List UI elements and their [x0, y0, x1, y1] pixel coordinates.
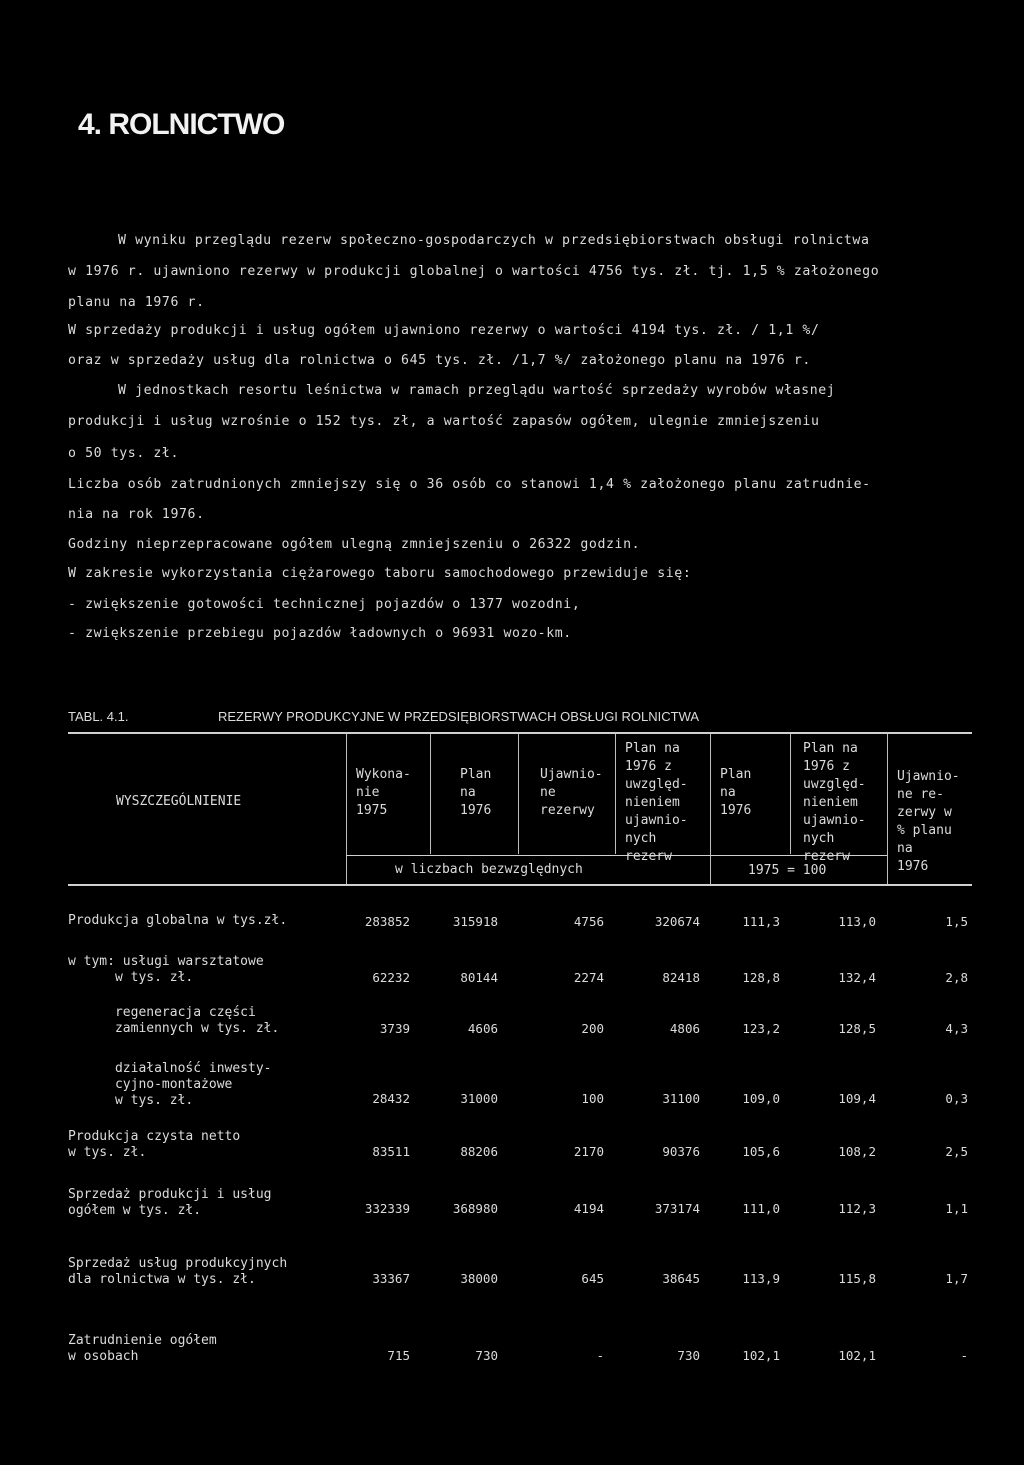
cell: 113,9 — [742, 1271, 780, 1286]
table-top-rule — [68, 732, 972, 734]
paragraph-line: Liczba osób zatrudnionych zmniejszy się o 36 osób co stanowi 1,4 % założonego planu zatrudnie- — [68, 477, 871, 492]
header-bottom-rule — [68, 884, 972, 886]
header-ujawnione-rezerwy: Ujawnio- ne rezerwy — [540, 767, 603, 818]
row-label: Sprzedaż produkcji i usług ogółem w tys. zł. — [68, 1187, 272, 1218]
cell: 31000 — [460, 1091, 498, 1106]
cell: 1,7 — [945, 1271, 968, 1286]
header-wyszczegolnienie: WYSZCZEGÓLNIENIE — [116, 794, 242, 809]
cell: 373174 — [654, 1201, 700, 1216]
cell: 730 — [475, 1348, 498, 1363]
cell: 111,0 — [742, 1201, 780, 1216]
cell: 38000 — [460, 1271, 498, 1286]
paragraph-line: o 50 tys. zł. — [68, 446, 180, 461]
cell: 3739 — [379, 1021, 410, 1036]
column-divider — [615, 734, 616, 854]
cell: 112,3 — [838, 1201, 876, 1216]
paragraph-line: - zwiększenie przebiegu pojazdów ładownych o 96931 wozo-km. — [68, 626, 572, 641]
cell: 28432 — [372, 1091, 410, 1106]
cell: 332339 — [364, 1201, 410, 1216]
cell: - — [596, 1348, 604, 1363]
header-plan-z-rezerwami-index: Plan na 1976 z uwzględ- nieniem ujawnio- nych rezerw — [803, 741, 866, 864]
cell: - — [960, 1348, 968, 1363]
cell: 80144 — [460, 970, 498, 985]
cell: 82418 — [662, 970, 700, 985]
row-label: działalność inwesty- cyjno-montażowe w tys. zł. — [114, 1061, 272, 1108]
cell: 315918 — [452, 914, 498, 929]
cell: 109,4 — [838, 1091, 876, 1106]
cell: 715 — [387, 1348, 410, 1363]
column-divider — [790, 734, 791, 854]
cell: 88206 — [460, 1144, 498, 1159]
cell: 2,8 — [945, 970, 968, 985]
cell: 200 — [581, 1021, 604, 1036]
paragraph-line: - zwiększenie gotowości technicznej pojazdów o 1377 wozodni, — [68, 597, 581, 612]
header-plan-1976: Plan na 1976 — [460, 767, 492, 818]
paragraph-line: Godziny nieprzepracowane ogółem ulegną zmniejszeniu o 26322 godzin. — [68, 537, 641, 552]
cell: 123,2 — [742, 1021, 780, 1036]
cell: 38645 — [662, 1271, 700, 1286]
cell: 102,1 — [742, 1348, 780, 1363]
cell: 0,3 — [945, 1091, 968, 1106]
cell: 111,3 — [742, 914, 780, 929]
cell: 113,0 — [838, 914, 876, 929]
header-plan-z-rezerwami: Plan na 1976 z uwzględ- nieniem ujawnio- nych rezerw — [625, 741, 688, 864]
cell: 115,8 — [838, 1271, 876, 1286]
row-label: Zatrudnienie ogółem w osobach — [68, 1333, 217, 1364]
header-span-absolute: w liczbach bezwzględnych — [395, 862, 583, 877]
cell: 4606 — [467, 1021, 498, 1036]
cell: 283852 — [364, 914, 410, 929]
cell: 105,6 — [742, 1144, 780, 1159]
cell: 1,1 — [945, 1201, 968, 1216]
cell: 2274 — [573, 970, 604, 985]
paragraph-line: W zakresie wykorzystania ciężarowego taboru samochodowego przewiduje się: — [68, 566, 692, 581]
header-span-index: 1975 = 100 — [748, 863, 827, 878]
cell: 2170 — [573, 1144, 604, 1159]
paragraph-line: W sprzedaży produkcji i usług ogółem ujawniono rezerwy o wartości 4194 tys. zł. / 1,1 %/ — [68, 323, 820, 338]
column-divider — [710, 734, 711, 884]
header-wykonanie-1975: Wykona- nie 1975 — [356, 767, 411, 818]
row-label: Sprzedaż usług produkcyjnych dla rolnictwa w tys. zł. — [68, 1256, 288, 1287]
row-label: regeneracja części zamiennych w tys. zł. — [114, 1005, 280, 1036]
cell: 83511 — [372, 1144, 410, 1159]
cell: 100 — [581, 1091, 604, 1106]
paragraph-line: W wyniku przeglądu rezerw społeczno-gospodarczych w przedsiębiorstwach obsługi rolnictwa — [118, 233, 870, 248]
cell: 102,1 — [838, 1348, 876, 1363]
table-title: REZERWY PRODUKCYJNE W PRZEDSIĘBIORSTWACH OBSŁUGI ROLNICTWA — [218, 709, 700, 724]
row-label: w tym: usługi warsztatowe w tys. zł. — [68, 954, 264, 985]
paragraph-line: W jednostkach resortu leśnictwa w ramach przeglądu wartość sprzedaży wyrobów własnej — [118, 383, 836, 398]
cell: 2,5 — [945, 1144, 968, 1159]
cell: 108,2 — [838, 1144, 876, 1159]
column-divider — [887, 734, 888, 884]
cell: 4806 — [669, 1021, 700, 1036]
paragraph-line: planu na 1976 r. — [68, 295, 205, 310]
cell: 645 — [581, 1271, 604, 1286]
column-divider — [518, 734, 519, 854]
section-heading: 4. ROLNICTWO — [78, 108, 285, 141]
row-label: Produkcja czysta netto w tys. zł. — [68, 1129, 241, 1160]
paragraph-line: w 1976 r. ujawniono rezerwy w produkcji globalnej o wartości 4756 tys. zł. tj. 1,5 % założonego — [68, 264, 880, 279]
cell: 33367 — [372, 1271, 410, 1286]
cell: 109,0 — [742, 1091, 780, 1106]
cell: 368980 — [452, 1201, 498, 1216]
cell: 4,3 — [945, 1021, 968, 1036]
cell: 31100 — [662, 1091, 700, 1106]
row-label: Produkcja globalna w tys.zł. — [68, 913, 288, 928]
cell: 320674 — [654, 914, 700, 929]
cell: 128,5 — [838, 1021, 876, 1036]
cell: 1,5 — [945, 914, 968, 929]
column-divider — [346, 734, 347, 884]
paragraph-line: produkcji i usług wzrośnie o 152 tys. zł, a wartość zapasów ogółem, ulegnie zmniejszeniu — [68, 414, 820, 429]
header-procent-planu: Ujawnio- ne re- zerwy w % planu na 1976 — [897, 769, 960, 874]
cell: 730 — [677, 1348, 700, 1363]
cell: 128,8 — [742, 970, 780, 985]
column-divider — [430, 734, 431, 854]
cell: 132,4 — [838, 970, 876, 985]
table-label: TABL. 4.1. — [68, 709, 129, 724]
paragraph-line: oraz w sprzedaży usług dla rolnictwa o 645 tys. zł. /1,7 %/ założonego planu na 1976 r. — [68, 353, 811, 368]
cell: 62232 — [372, 970, 410, 985]
cell: 4756 — [573, 914, 604, 929]
cell: 90376 — [662, 1144, 700, 1159]
header-plan-1976-index: Plan na 1976 — [720, 767, 752, 818]
cell: 4194 — [573, 1201, 604, 1216]
paragraph-line: nia na rok 1976. — [68, 507, 205, 522]
